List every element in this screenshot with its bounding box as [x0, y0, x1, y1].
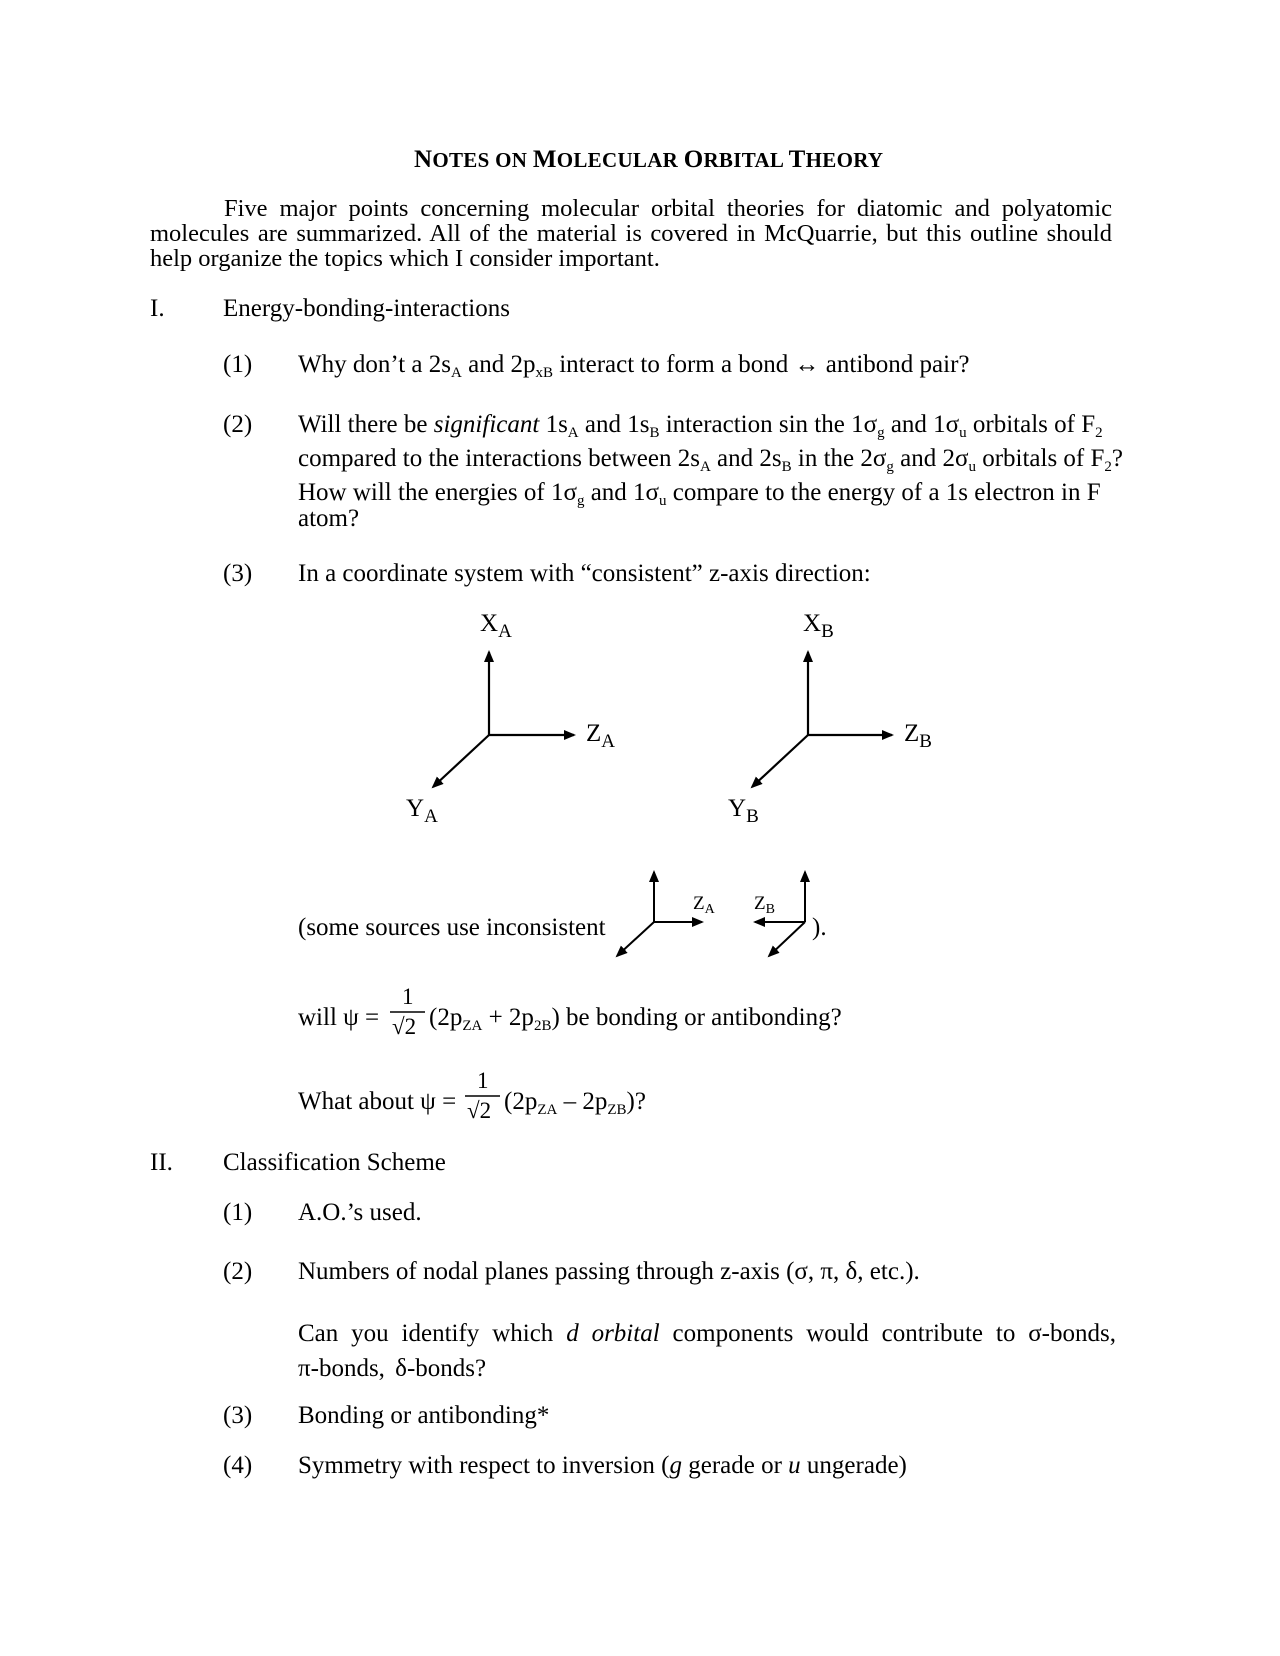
label-zb: $Z_B$ — [904, 720, 932, 752]
section-1-number: I. — [150, 295, 165, 322]
intro-paragraph: Five major points concerning molecular orbital theories for diatomic and polyatomic molecules are summarized. All of the material is covered in McQuarrie, but this outline should help organize the topics which I consider important. — [150, 195, 1112, 272]
eq2-body: $(2p_{ZA} - 2p_{ZB})$? — [504, 1088, 646, 1118]
item-2-3-text: Bonding or antibonding* — [298, 1402, 550, 1429]
inconsistent-note: (some sources use inconsistent — [298, 914, 606, 941]
small-axes-a — [617, 872, 702, 956]
item-1-3-text: In a coordinate system with “consistent” z-axis direction: — [298, 560, 871, 587]
item-2-1-number: (1) — [223, 1199, 253, 1226]
item-1-1-text: Why don’t a $2s_A$ and $2p_{xB}$ interact to form a bond ↔ antibond pair? — [298, 351, 970, 381]
item-1-3-number: (3) — [223, 560, 253, 587]
item-1-2-line-2: compared to the interactions between $2s_A$ and $2s_B$ in the $2\sigma_g$ and $2\sigma_u$ orbitals of $F_2$? — [298, 445, 1124, 475]
label-xa: $X_A$ — [480, 610, 512, 642]
axes-b — [752, 652, 892, 787]
small-label-zb: $Z_B$ — [754, 893, 775, 917]
item-2-2-number: (2) — [223, 1258, 253, 1285]
eq1-prefix: will ψ = — [298, 1004, 380, 1031]
small-label-za: $Z_A$ — [693, 893, 715, 917]
label-xb: $X_B$ — [803, 610, 834, 642]
eq2-denominator: √2 — [467, 1098, 492, 1123]
section-2-number: II. — [150, 1149, 173, 1176]
label-za: $Z_A$ — [586, 720, 616, 752]
item-2-3-number: (3) — [223, 1402, 253, 1429]
page-title: NOTES ON MOLECULAR ORBITAL THEORY — [414, 146, 884, 173]
label-ya: $Y_A$ — [406, 795, 438, 827]
inconsistent-close: ). — [812, 914, 827, 941]
item-1-1-number: (1) — [223, 351, 253, 378]
section-1-heading: Energy-bonding-interactions — [223, 295, 510, 322]
eq1-denominator: √2 — [392, 1014, 417, 1039]
item-1-2-number: (2) — [223, 411, 253, 438]
item-2-4-text: Symmetry with respect to inversion (g gerade or u ungerade) — [298, 1452, 907, 1479]
item-1-2-line-1: Will there be significant $1s_A$ and $1s_B$ interaction sin the $1\sigma_g$ and $1\sigma_u$ orbitals of $F_2$ — [298, 411, 1103, 441]
eq2-numerator: 1 — [477, 1068, 489, 1093]
label-yb: $Y_B$ — [728, 795, 759, 827]
axis-b-y — [752, 735, 808, 787]
eq1-numerator: 1 — [402, 984, 414, 1009]
item-2-1-text: A.O.’s used. — [298, 1199, 422, 1226]
item-2-2-text: Numbers of nodal planes passing through z-axis (σ, π, δ, etc.). — [298, 1258, 920, 1285]
section-2-heading: Classification Scheme — [223, 1149, 446, 1176]
item-1-2-line-3: How will the energies of $1\sigma_g$ and $1\sigma_u$ compare to the energy of a 1s electron in F — [298, 479, 1101, 509]
item-2-4-number: (4) — [223, 1452, 253, 1479]
eq2-prefix: What about ψ = — [298, 1088, 457, 1115]
item-1-2-line-4: atom? — [298, 505, 360, 532]
item-2-2-question: Can you identify which d orbital components would contribute to σ-bonds, π-bonds, δ-bonds? — [298, 1320, 1116, 1382]
axis-a-y — [433, 735, 489, 787]
eq1-body: $(2p_{ZA} + 2p_{2B})$ be bonding or antibonding? — [429, 1004, 842, 1034]
axes-a — [433, 652, 574, 787]
